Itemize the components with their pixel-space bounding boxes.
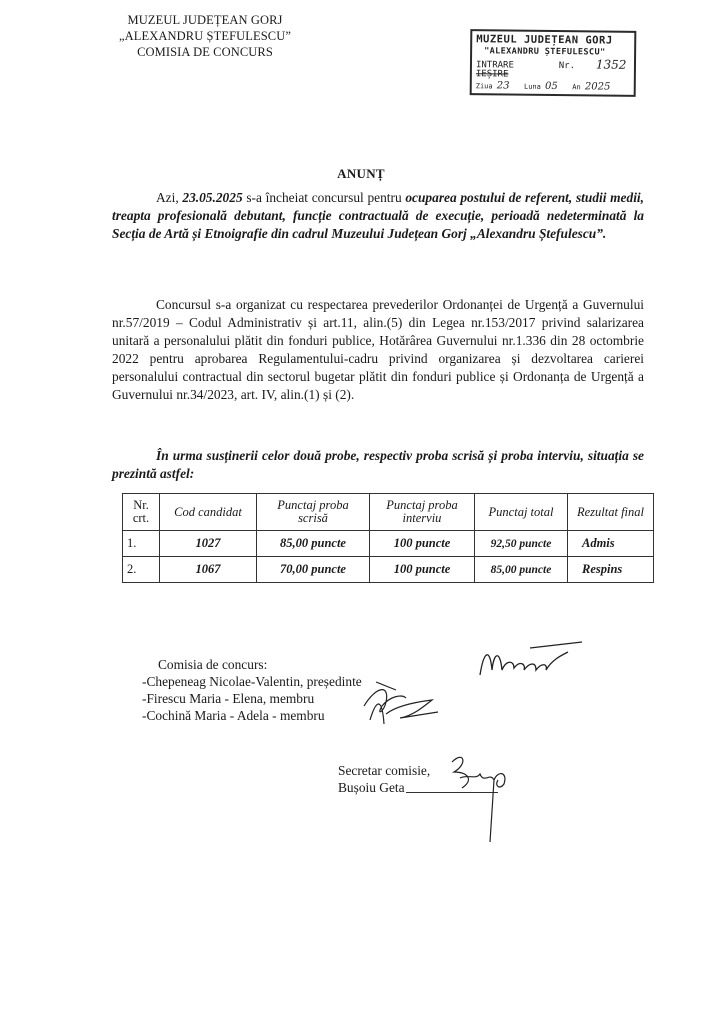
cell-total: 85,00 puncte: [475, 557, 568, 583]
legal-basis-text: Concursul s-a organizat cu respectarea prevederilor Ordonanței de Urgență a Guvernului nr.57/2019 – Codul Administrativ și art.11, alin.(5) din Legea nr.153/2017 privind salarizarea unitară a personalului plătit din fonduri publice, Hotărârea Guvernului nr.1.336 din 28 octombrie 2022 pentru aprobarea Regulamentului-cadru privind organizarea și dezvoltarea carierei personalului contractual din sectorul bugetar plătit din fonduri publice și Ordonanța de Urgență a Guvernului nr.34/2023, art. IV, alin.(1) și (2).: [112, 297, 644, 402]
header-total: Punctaj total: [475, 494, 568, 531]
secretary-name: Bușoiu Geta: [338, 780, 405, 795]
committee-member: -Chepeneag Nicolae-Valentin, președinte: [142, 674, 362, 689]
paragraph1-intro: Azi,: [156, 190, 183, 205]
stamp-an-value: 2025: [584, 81, 611, 93]
cell-scrisa: 70,00 puncte: [257, 557, 370, 583]
stamp-luna-label: Luna: [523, 82, 541, 91]
secretary-block: [338, 762, 430, 796]
registration-stamp: [470, 29, 637, 97]
header-scrisa: Punctaj proba scrisă: [257, 494, 370, 531]
institution-subname: „ALEXANDRU ȘTEFULESCU”: [119, 29, 291, 43]
stamp-nr-label: Nr.: [558, 61, 576, 72]
committee-title: Comisia de concurs:: [158, 657, 268, 672]
header-rezultat: Rezultat final: [568, 494, 654, 531]
committee-member: -Cochină Maria - Adela - membru: [142, 708, 325, 723]
results-intro-paragraph: [112, 447, 644, 483]
post-description: ocuparea postului de referent, studii medii, treapta profesională debutant, funcție contractuală de execuție, perioadă nedeterminată la Secția de Artă și Etnoigrafie din cadrul Muzeului Județean Gorj „Alexandru Ștefulescu”.: [112, 190, 644, 241]
stamp-date-row: [476, 80, 630, 94]
legal-basis-paragraph: [112, 296, 644, 404]
secretary-title: Secretar comisie,: [338, 763, 431, 778]
cell-rezultat: Respins: [568, 557, 654, 583]
header-nr: Nr. crt.: [123, 494, 160, 531]
stamp-institution: MUZEUL JUDEȚEAN GORJ: [476, 33, 613, 47]
stamp-zi-label: Ziua: [475, 82, 493, 91]
president-signature: [470, 630, 590, 690]
cell-scrisa: 85,00 puncte: [257, 531, 370, 557]
stamp-an-label: An: [572, 83, 581, 92]
table-row: [123, 557, 654, 583]
cell-cod: 1027: [160, 531, 257, 557]
cell-nr: 2.: [123, 557, 160, 583]
header-cod: Cod candidat: [160, 494, 257, 531]
paragraph1-middle: s-a încheiat concursul pentru: [242, 190, 406, 205]
cell-interviu: 100 puncte: [370, 531, 475, 557]
announcement-paragraph: [112, 189, 644, 243]
stamp-luna-value: 05: [545, 80, 558, 93]
table-row: [123, 531, 654, 557]
cell-rezultat: Admis: [568, 531, 654, 557]
stamp-subname: "ALEXANDRU ȘTEFULESCU": [484, 46, 606, 58]
stamp-iesire-label: IEȘIRE: [475, 69, 509, 80]
results-intro-text: În urma susținerii celor două probe, respectiv proba scrisă și proba interviu, situația se prezintă astfel:: [112, 448, 644, 481]
stamp-zi-value: 23: [496, 80, 510, 92]
committee-name: COMISIA DE CONCURS: [137, 45, 273, 59]
stamp-intrare-label: INTRARE: [475, 60, 514, 71]
institution-name: MUZEUL JUDEȚEAN GORJ: [127, 13, 283, 27]
header-interviu: Punctaj proba interviu: [370, 494, 475, 531]
committee-member: -Firescu Maria - Elena, membru: [142, 691, 315, 706]
committee-block: [142, 656, 362, 724]
concurs-date: 23.05.2025: [182, 190, 243, 205]
cell-total: 92,50 puncte: [475, 531, 568, 557]
secretary-signature: [424, 750, 524, 846]
cell-interviu: 100 puncte: [370, 557, 475, 583]
results-table: [122, 493, 654, 583]
cell-nr: 1.: [123, 531, 160, 557]
cell-cod: 1067: [160, 557, 257, 583]
table-header-row: [123, 494, 654, 531]
document-title: ANUNȚ: [337, 166, 385, 181]
stamp-nr-value: 1352: [595, 57, 627, 72]
member-signature: [356, 676, 446, 728]
institution-header: [110, 12, 300, 60]
